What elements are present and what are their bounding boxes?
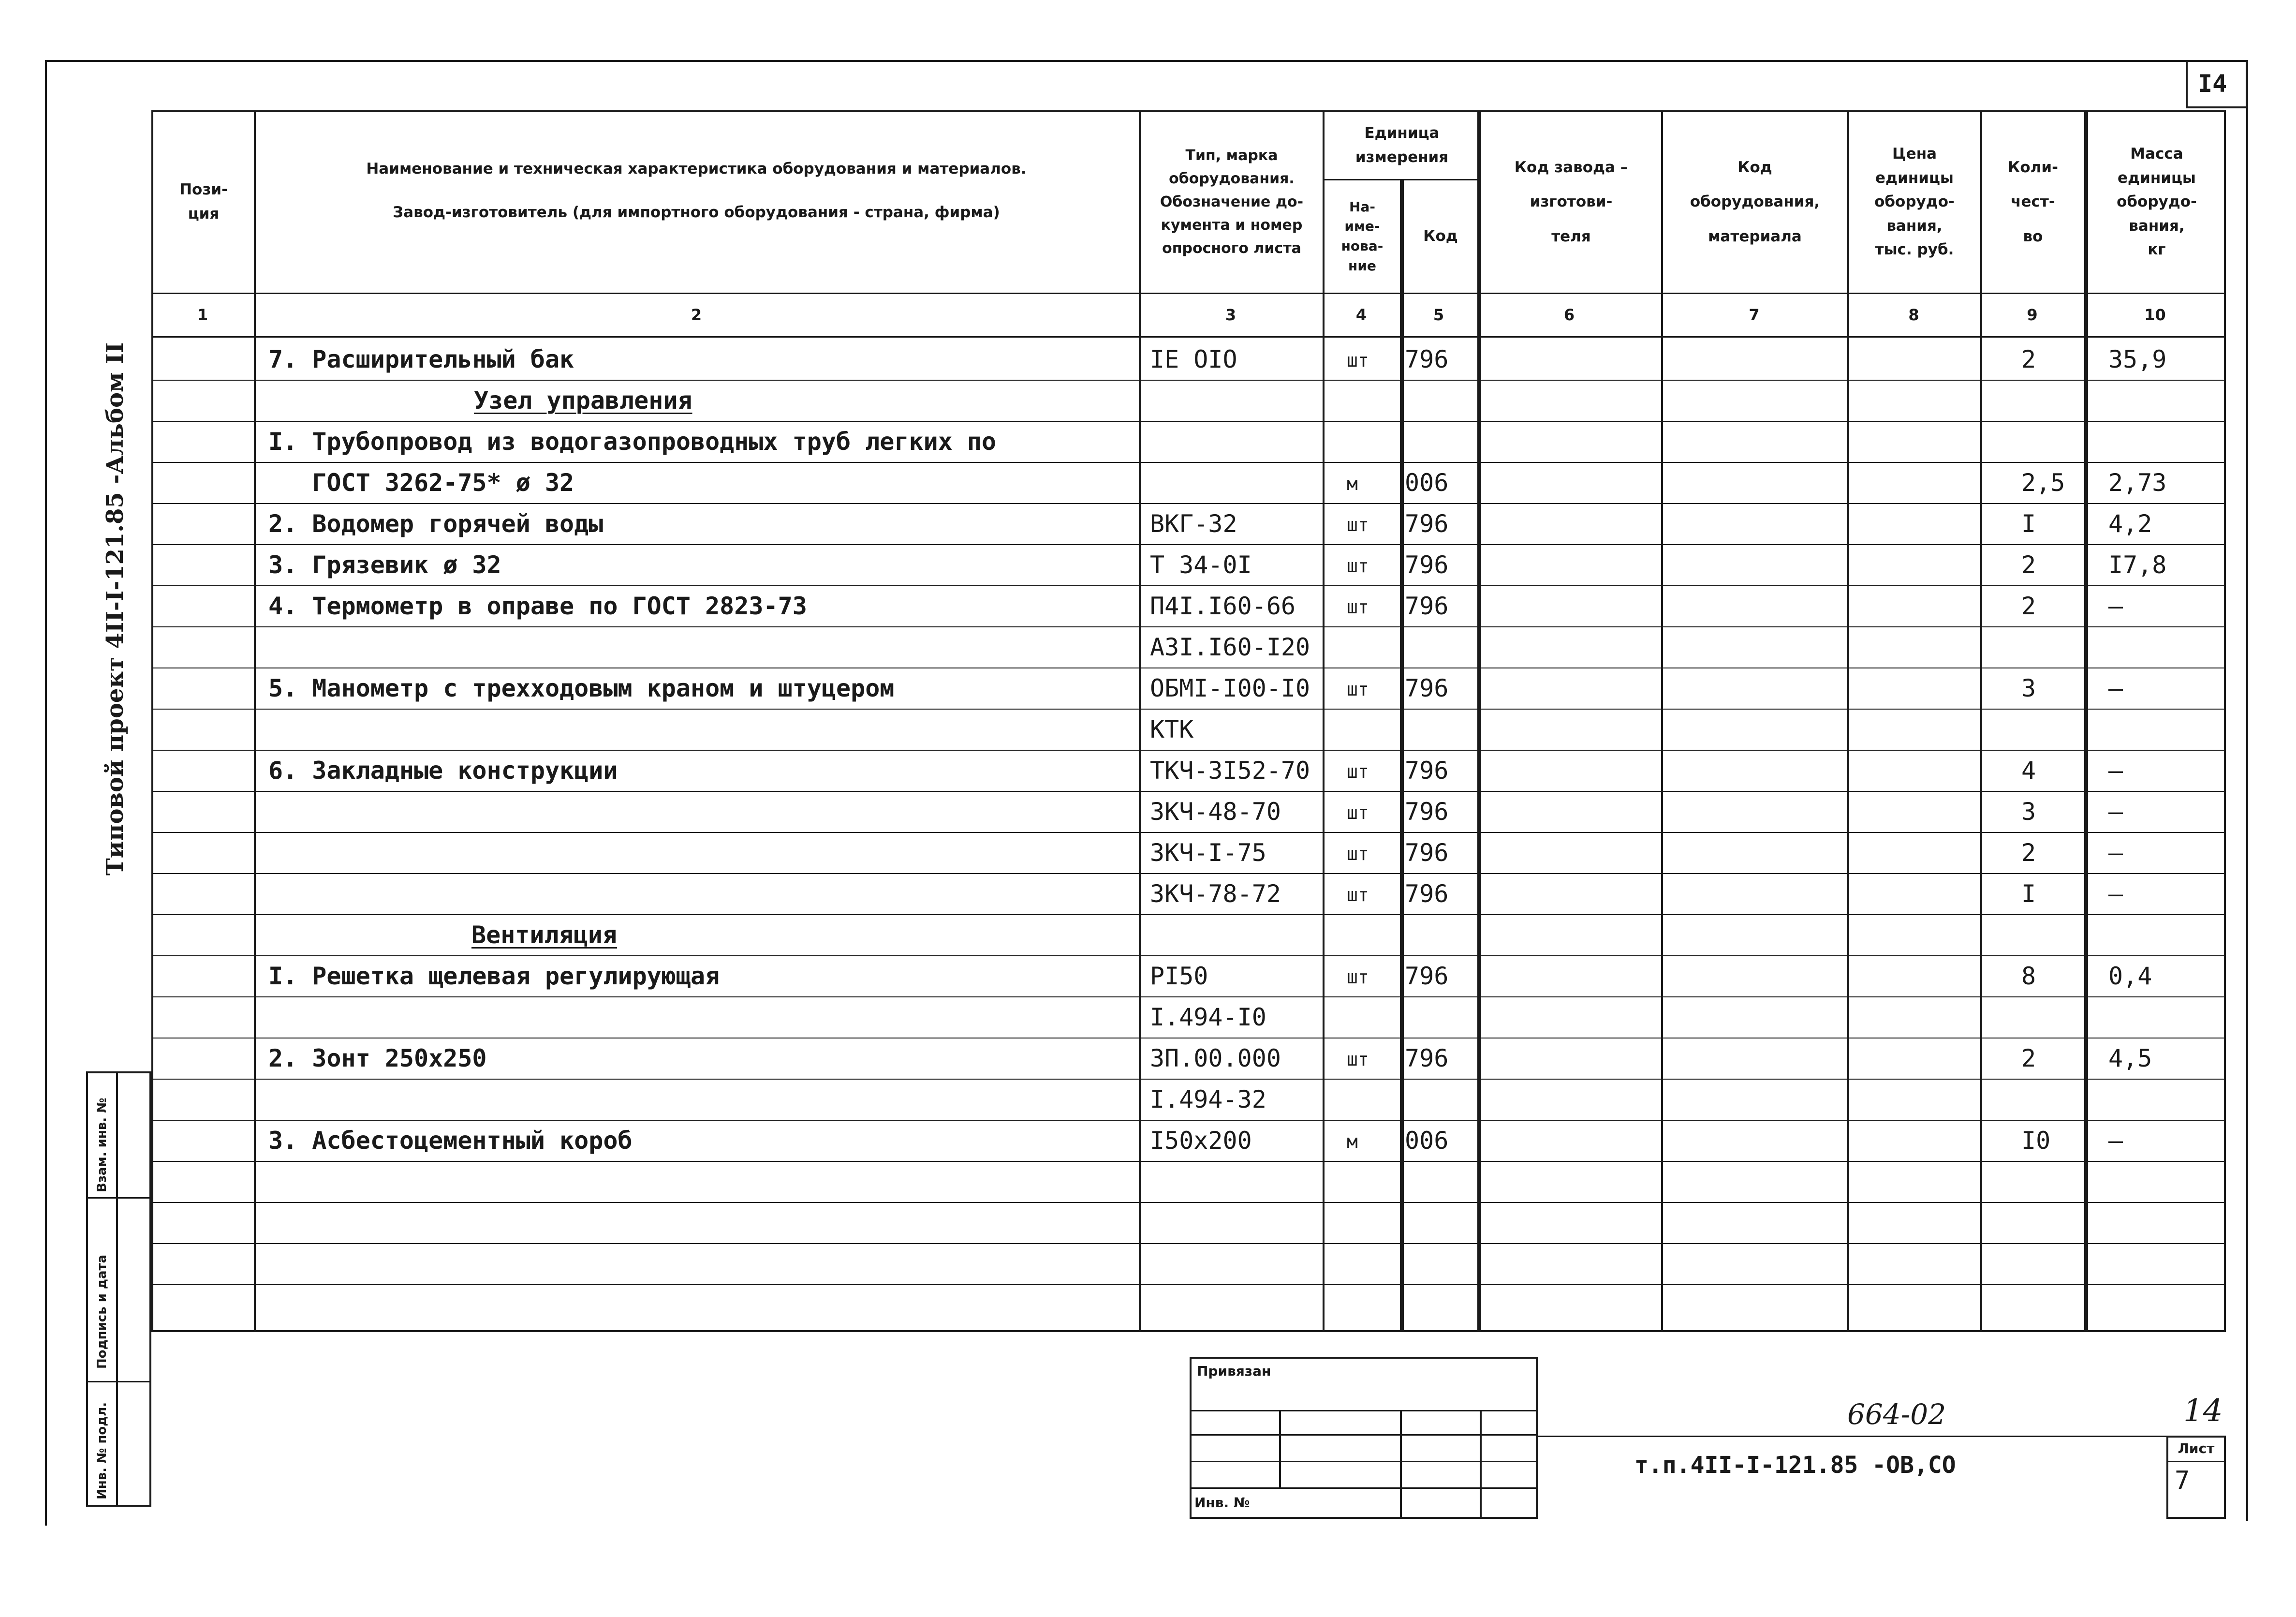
item-unit-code-cell: 796	[1405, 757, 1449, 785]
row-separator	[151, 626, 2226, 627]
item-type-cell: ЗКЧ-48-70	[1150, 798, 1281, 826]
side-stamp-label-1: Взам. инв. №	[95, 1098, 109, 1192]
row-separator	[151, 1202, 2226, 1203]
row-separator	[151, 791, 2226, 792]
side-stamp-label-3: Инв. № подл.	[95, 1402, 109, 1499]
row-separator	[151, 421, 2226, 422]
item-quantity-cell: 2	[2021, 592, 2036, 620]
row-separator	[151, 1161, 2226, 1162]
col-sep-2	[1139, 110, 1141, 1332]
item-unit-cell: шт	[1347, 555, 1369, 577]
item-unit-code-cell: 796	[1405, 510, 1449, 538]
privyazan-vline-2	[1400, 1410, 1402, 1519]
item-mass-cell: 35,9	[2108, 345, 2167, 373]
item-unit-cell: шт	[1347, 1049, 1369, 1070]
item-type-cell: А3I.I60-I20	[1150, 633, 1310, 661]
item-type-cell: Т 34-0I	[1150, 551, 1252, 579]
row-separator	[151, 1079, 2226, 1080]
item-unit-code-cell: 796	[1405, 551, 1449, 579]
item-unit-code-cell: 796	[1405, 798, 1449, 826]
item-name-cell: ГОСТ 3262-75* ø 32	[268, 469, 574, 497]
item-unit-cell: шт	[1347, 679, 1369, 700]
item-unit-code-cell: 796	[1405, 1044, 1449, 1072]
item-quantity-cell: I	[2021, 510, 2036, 538]
item-type-cell: КТК	[1150, 715, 1194, 743]
item-unit-cell: м	[1347, 1131, 1358, 1152]
privyazan-line-4	[1190, 1487, 1538, 1489]
colnum-3: 3	[1225, 306, 1236, 324]
item-unit-cell: шт	[1347, 966, 1369, 988]
item-type-cell: ТКЧ-3I52-70	[1150, 757, 1310, 785]
item-unit-cell: шт	[1347, 350, 1369, 371]
sheet-right-edge	[2246, 60, 2248, 1521]
col-sep-8	[1980, 110, 1982, 1332]
item-unit-cell: м	[1347, 473, 1358, 494]
colnum-7: 7	[1749, 306, 1760, 324]
item-unit-code-cell: 796	[1405, 674, 1449, 702]
item-type-cell: I50x200	[1150, 1127, 1252, 1155]
item-quantity-cell: 4	[2021, 757, 2036, 785]
item-name-cell: 4. Термометр в оправе по ГОСТ 2823-73	[268, 592, 807, 620]
item-name-cell: I. Решетка щелевая регулирующая	[268, 962, 720, 990]
item-quantity-cell: 3	[2021, 674, 2036, 702]
row-separator	[151, 380, 2226, 381]
item-name-cell: 2. Водомер горячей воды	[268, 510, 603, 538]
row-separator	[151, 914, 2226, 915]
item-type-cell: ВКГ-32	[1150, 510, 1237, 538]
section-heading: Узел управления	[474, 386, 692, 415]
item-quantity-cell: 2	[2021, 345, 2036, 373]
item-mass-cell: –	[2108, 592, 2123, 620]
header-mass: Масса единицы оборудо- вания, кг	[2117, 145, 2197, 259]
colnum-1: 1	[197, 306, 208, 324]
item-type-cell: ОБМI-I00-I0	[1150, 674, 1310, 702]
header-unit-group: Единица измерения	[1355, 124, 1449, 166]
side-stamp-divider	[116, 1071, 118, 1507]
inv-no-label: Инв. №	[1194, 1495, 1250, 1511]
item-name-cell: 2. Зонт 250х250	[268, 1044, 487, 1072]
row-separator	[151, 955, 2226, 956]
item-quantity-cell: 2	[2021, 1044, 2036, 1072]
item-type-cell: ЗКЧ-78-72	[1150, 880, 1281, 908]
item-name-cell: 3. Асбестоцементный короб	[268, 1127, 633, 1155]
privyazan-vline-1	[1279, 1410, 1281, 1487]
item-unit-code-cell: 796	[1405, 962, 1449, 990]
header-quantity: Коли- чест- во	[2008, 159, 2058, 245]
item-name-cell: 3. Грязевик ø 32	[268, 551, 501, 579]
section-heading: Вентиляция	[471, 921, 618, 949]
colnum-5: 5	[1433, 306, 1444, 324]
item-mass-cell: I7,8	[2108, 551, 2167, 579]
row-separator	[151, 462, 2226, 463]
item-mass-cell: 2,73	[2108, 469, 2167, 497]
header-name-line1: Наименование и техническая характеристика оборудования и материалов.	[366, 160, 1027, 178]
item-type-cell: PI50	[1150, 962, 1208, 990]
item-unit-code-cell: 796	[1405, 345, 1449, 373]
item-unit-cell: шт	[1347, 802, 1369, 823]
row-separator	[151, 832, 2226, 833]
header-type: Тип, марка оборудования. Обозначение до- кумента и номер опросного листа	[1160, 147, 1304, 257]
colnum-2: 2	[691, 306, 702, 324]
item-type-cell: I.494-32	[1150, 1085, 1266, 1113]
item-name-cell: I. Трубопровод из водогазопроводных труб легких по	[268, 428, 997, 456]
side-stamp-label-2: Подпись и дата	[95, 1254, 109, 1369]
header-position: Пози- ция	[179, 181, 228, 223]
col-sep-5	[1477, 110, 1481, 1332]
header-factory-code: Код завода – изготови- теля	[1514, 159, 1628, 245]
header-name-line2: Завод-изготовитель (для импортного оборудования - страна, фирма)	[393, 204, 1000, 222]
col-sep-4	[1400, 179, 1404, 1332]
colnum-bottom-line	[151, 336, 2226, 338]
item-type-cell: ЗКЧ-I-75	[1150, 839, 1266, 867]
item-name-cell: 7. Расширительный бак	[268, 345, 574, 373]
item-unit-code-cell: 796	[1405, 880, 1449, 908]
item-mass-cell: 0,4	[2108, 962, 2152, 990]
colnum-9: 9	[2027, 306, 2038, 324]
col-sep-1	[254, 110, 256, 1332]
item-name-cell: 6. Закладные конструкции	[268, 757, 618, 785]
item-type-cell: I.494-I0	[1150, 1003, 1266, 1031]
item-unit-cell: шт	[1347, 884, 1369, 905]
side-project-label: Типовой проект 4II-I-121.85 -Альбом II	[102, 342, 129, 875]
col-sep-6	[1661, 110, 1663, 1332]
item-quantity-cell: 2	[2021, 839, 2036, 867]
colnum-6: 6	[1563, 306, 1575, 324]
sheet-label: Лист	[2178, 1440, 2215, 1456]
item-type-cell: ЗП.00.000	[1150, 1044, 1281, 1072]
corner-sheet-number: I4	[2198, 70, 2227, 98]
col-sep-9	[2084, 110, 2088, 1332]
item-quantity-cell: 3	[2021, 798, 2036, 826]
privyazan-line-1	[1190, 1410, 1538, 1411]
row-separator	[151, 873, 2226, 874]
row-separator	[151, 1243, 2226, 1244]
item-type-cell: П4I.I60-66	[1150, 592, 1296, 620]
header-equipment-code: Код оборудования, материала	[1690, 159, 1820, 245]
header-price: Цена единицы оборудо- вания, тыс. руб.	[1874, 145, 1955, 259]
item-mass-cell: –	[2108, 839, 2123, 867]
row-separator	[151, 1284, 2226, 1285]
item-quantity-cell: I	[2021, 880, 2036, 908]
side-stamp-sep-1	[86, 1197, 151, 1199]
row-separator	[151, 503, 2226, 504]
handwritten-number: 664-02	[1847, 1398, 1946, 1431]
row-separator	[151, 544, 2226, 545]
row-separator	[151, 996, 2226, 997]
item-quantity-cell: 2	[2021, 551, 2036, 579]
item-mass-cell: –	[2108, 757, 2123, 785]
item-mass-cell: 4,5	[2108, 1044, 2152, 1072]
handwritten-sheet: 14	[2183, 1393, 2223, 1429]
row-separator	[151, 709, 2226, 710]
row-separator	[151, 585, 2226, 586]
item-unit-cell: шт	[1347, 514, 1369, 535]
item-unit-code-cell: 796	[1405, 839, 1449, 867]
item-type-cell: IE OIO	[1150, 345, 1237, 373]
header-unit-name: На- име- нова- ние	[1341, 198, 1383, 274]
item-mass-cell: –	[2108, 880, 2123, 908]
item-name-cell: 5. Манометр с трехходовым краном и штуцером	[268, 674, 895, 702]
item-mass-cell: –	[2108, 798, 2123, 826]
item-unit-cell: шт	[1347, 596, 1369, 618]
sheet-box-line	[2166, 1461, 2226, 1462]
privyazan-line-2	[1190, 1434, 1538, 1436]
item-quantity-cell: I0	[2021, 1127, 2051, 1155]
privyazan-vline-3	[1480, 1410, 1482, 1519]
sheet-number: 7	[2175, 1466, 2190, 1495]
col-sep-3	[1323, 110, 1325, 1332]
item-quantity-cell: 2,5	[2021, 469, 2065, 497]
item-unit-cell: шт	[1347, 843, 1369, 864]
designation-top-line	[1538, 1436, 2226, 1437]
item-unit-code-cell: 006	[1405, 469, 1449, 497]
item-unit-cell: шт	[1347, 761, 1369, 782]
item-mass-cell: 4,2	[2108, 510, 2152, 538]
item-quantity-cell: 8	[2021, 962, 2036, 990]
colnum-10: 10	[2144, 306, 2166, 324]
item-mass-cell: –	[2108, 674, 2123, 702]
unit-subheader-line	[1323, 179, 1479, 180]
side-stamp-sep-2	[86, 1381, 151, 1382]
header-unit-code: Код	[1423, 227, 1458, 245]
privyazan-line-3	[1190, 1461, 1538, 1462]
row-separator	[151, 750, 2226, 751]
col-sep-7	[1847, 110, 1849, 1332]
item-unit-code-cell: 796	[1405, 592, 1449, 620]
colnum-4: 4	[1355, 306, 1367, 324]
item-mass-cell: –	[2108, 1127, 2123, 1155]
colnum-8: 8	[1908, 306, 1919, 324]
designation: т.п.4II-I-121.85 -ОВ,СО	[1634, 1452, 1956, 1479]
privyazan-label: Привязан	[1197, 1363, 1271, 1379]
item-unit-code-cell: 006	[1405, 1127, 1449, 1155]
row-separator	[151, 1120, 2226, 1121]
